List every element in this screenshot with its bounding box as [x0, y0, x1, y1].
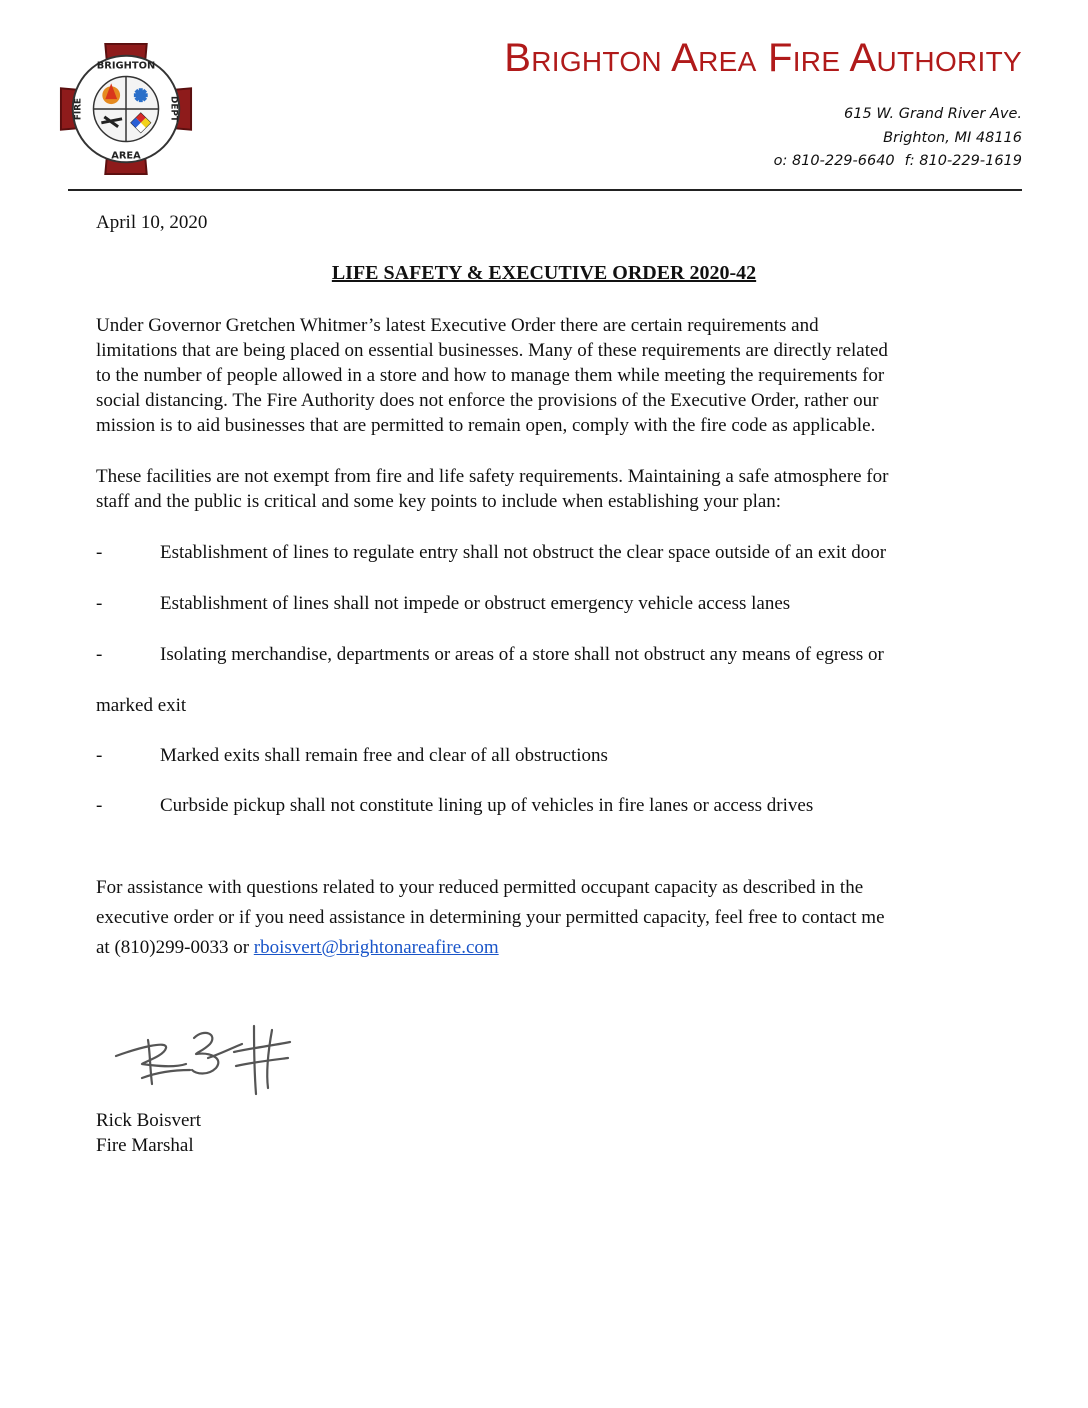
paragraph-line: limitations that are being placed on essential businesses. Many of these requirements are directly related: [96, 340, 888, 361]
paragraph-line: For assistance with questions related to your reduced permitted occupant capacity as described in the: [96, 877, 864, 898]
logo-left-text: FIRE: [73, 97, 84, 121]
logo-top-text: BRIGHTON: [96, 60, 156, 72]
paragraph-line: These facilities are not exempt from fire and life safety requirements. Maintaining a safe atmosphere for: [96, 466, 889, 487]
handwritten-signature: [108, 1018, 292, 1098]
logo-right-text: DEPT: [168, 96, 179, 122]
bullet-item: Marked exits shall remain free and clear of all obstructions: [160, 745, 608, 766]
fax-number: f: 810-229-1619: [904, 153, 1022, 169]
email-link[interactable]: rboisvert@brightonareafire.com: [253, 937, 499, 958]
office-phone: o: 810-229-6640: [773, 153, 895, 169]
letter-title: LIFE SAFETY & EXECUTIVE ORDER 2020-42: [331, 262, 757, 284]
paragraph-line: [96, 933, 885, 963]
bullet-marker: -: [96, 593, 103, 614]
bullet-continuation: marked exit: [96, 695, 187, 716]
paragraph-line: staff and the public is critical and some key points to include when establishing your plan:: [96, 491, 782, 512]
fire-department-logo: [57, 40, 195, 178]
paragraph-line: social distancing. The Fire Authority does not enforce the provisions of the Executive Order, rather our: [96, 390, 879, 411]
phone-numbers: [774, 153, 1022, 169]
bullet-marker: -: [96, 644, 103, 665]
bullet-marker: -: [96, 745, 103, 766]
bullet-item: Curbside pickup shall not constitute lining up of vehicles in fire lanes or access drives: [160, 795, 814, 816]
requirements-paragraph: [96, 464, 996, 514]
paragraph-line: executive order or if you need assistance in determining your permitted capacity, feel free to contact me: [96, 907, 885, 928]
signer-title: Fire Marshal: [96, 1135, 194, 1156]
address-line-2: Brighton, MI 48116: [883, 130, 1022, 146]
bullet-item: Establishment of lines shall not impede or obstruct emergency vehicle access lanes: [160, 593, 791, 614]
organization-name: Brighton Area Fire Authority: [504, 36, 1022, 80]
signer-name: Rick Boisvert: [96, 1110, 202, 1131]
header-divider: [68, 189, 1022, 191]
contact-paragraph: [96, 873, 885, 963]
intro-paragraph: [96, 313, 996, 438]
bullet-marker: -: [96, 795, 103, 816]
bullet-item: Establishment of lines to regulate entry shall not obstruct the clear space outside of an exit door: [160, 542, 887, 563]
letter-date: April 10, 2020: [96, 212, 208, 233]
address-line-1: 615 W. Grand River Ave.: [844, 106, 1022, 122]
bullet-marker: -: [96, 542, 103, 563]
contact-phone-text: at (810)299-0033 or: [96, 937, 254, 958]
paragraph-line: mission is to aid businesses that are permitted to remain open, comply with the fire code as applicable.: [96, 415, 876, 436]
logo-bottom-text: AREA: [111, 150, 141, 162]
paragraph-line: Under Governor Gretchen Whitmer’s latest Executive Order there are certain requirements and: [96, 315, 819, 336]
paragraph-line: to the number of people allowed in a store and how to manage them while meeting the requirements for: [96, 365, 885, 386]
bullet-item: Isolating merchandise, departments or areas of a store shall not obstruct any means of egress or: [160, 644, 884, 665]
